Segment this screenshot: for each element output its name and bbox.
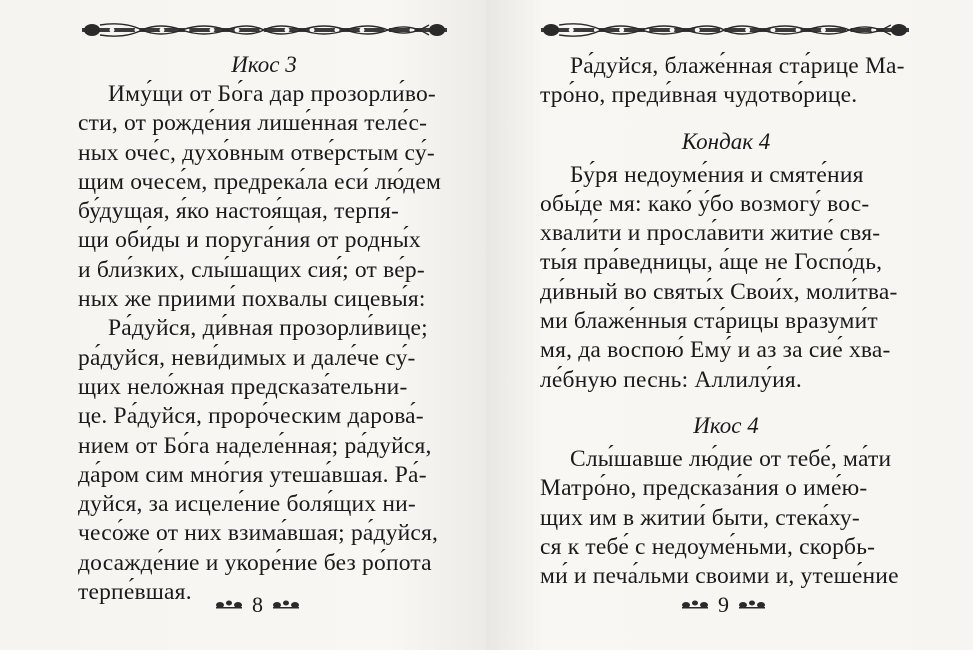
text-line: бу́дущая, я́ко настоя́щая, терпя́- [78,198,400,225]
text-line: сти, от рожде́ния лише́нная теле́с- [78,110,428,137]
section-heading-ikos-3: Икос 3 [231,52,297,77]
text-line: ми́ и печа́льми своими и, утеше́ние [540,563,899,590]
text-line: хвали́ти и просла́вити житие́ свя- [540,220,881,247]
top-ornament-band [82,22,447,38]
text-line: терпе́вшая. [78,579,192,606]
text-line: ся к тебе́ с недоуме́ньми, скорбь- [540,533,876,560]
left-text-block [78,50,450,607]
text-line: щи оби́ды и поруга́ния от родны́х [78,227,421,254]
top-ornament-band [541,22,909,38]
page-footer [680,592,767,618]
section-heading-ikos-4: Икос 4 [693,412,759,438]
text-line: да́ром сим мно́гия утеша́вшая. Ра́- [78,461,427,488]
text-line: Ра́дуйся, ди́вная прозорли́вице; [108,315,428,342]
fleuron-right-icon [737,598,767,612]
text-line: Матро́но, предсказа́ния о име́ю- [540,475,868,502]
text-line: ра́дуйся, неви́димых и дале́че су́- [78,344,416,371]
text-line: щих нело́жная предсказа́тельни- [78,373,408,400]
page-number: 9 [718,592,729,617]
page-footer [214,592,301,618]
fleuron-right-icon [271,598,301,612]
fleuron-left-icon [214,598,244,612]
text-line: ди́вный во святы́х Свои́х, моли́тва- [540,278,898,305]
text-line: дуйся, за исцеле́ние боля́щих ни- [78,491,416,518]
text-line: Бу́ря недоуме́ния и смяте́ния [570,161,864,188]
text-line: нием от Бо́га наделе́нная; ра́дуйся, [78,432,432,459]
text-line: ты́я пра́ведницы, а́ще не Госпо́дь, [540,249,883,276]
text-line: обы́де мя: како́ у́бо возмогу́ вос- [540,190,870,217]
text-line: мя, да воспою́ Ему́ и аз за сие́ хва- [540,337,891,364]
text-line: ми блаже́нныя ста́рицы вразуми́т [540,308,878,335]
text-line: и бли́зких, слы́шащих сия́; от ве́р- [78,256,425,283]
text-line: ле́бную песнь: Аллилу́ия. [540,366,802,393]
text-line: Слы́шавше лю́дие от тебе́, ма́ти [570,445,892,472]
text-line: це. Ра́дуйся, проро́ческим дарова́- [78,403,424,430]
fleuron-left-icon [680,598,710,612]
text-line: досажде́ние и укоре́ние без ро́пота [78,549,432,576]
text-line: Иму́щи от Бо́га дар прозорли́во- [108,81,436,107]
text-line: щих им в житии́ быти, стека́ху- [540,504,860,531]
text-line: тро́но, преди́вная чудотво́рице. [540,82,858,109]
text-line: щим очесе́м, предрека́ла еси́ лю́дем [78,168,442,195]
text-line: Ра́дуйся, блаже́нная ста́рице Ма- [570,53,905,79]
text-line: ных же приими́ похвалы сицевы́я: [78,286,426,313]
left-page [0,0,486,650]
section-heading-kondak-4: Кондак 4 [681,128,771,154]
text-line: ных оче́с, духо́вным отве́рстым су́- [78,139,435,166]
text-line: чесо́же от них взима́вшая; ра́дуйся, [78,520,439,547]
right-page [486,0,973,650]
ornament-graphic [82,22,447,38]
right-text-block [540,52,912,591]
page-number: 8 [252,592,263,617]
ornament-graphic [541,22,909,38]
